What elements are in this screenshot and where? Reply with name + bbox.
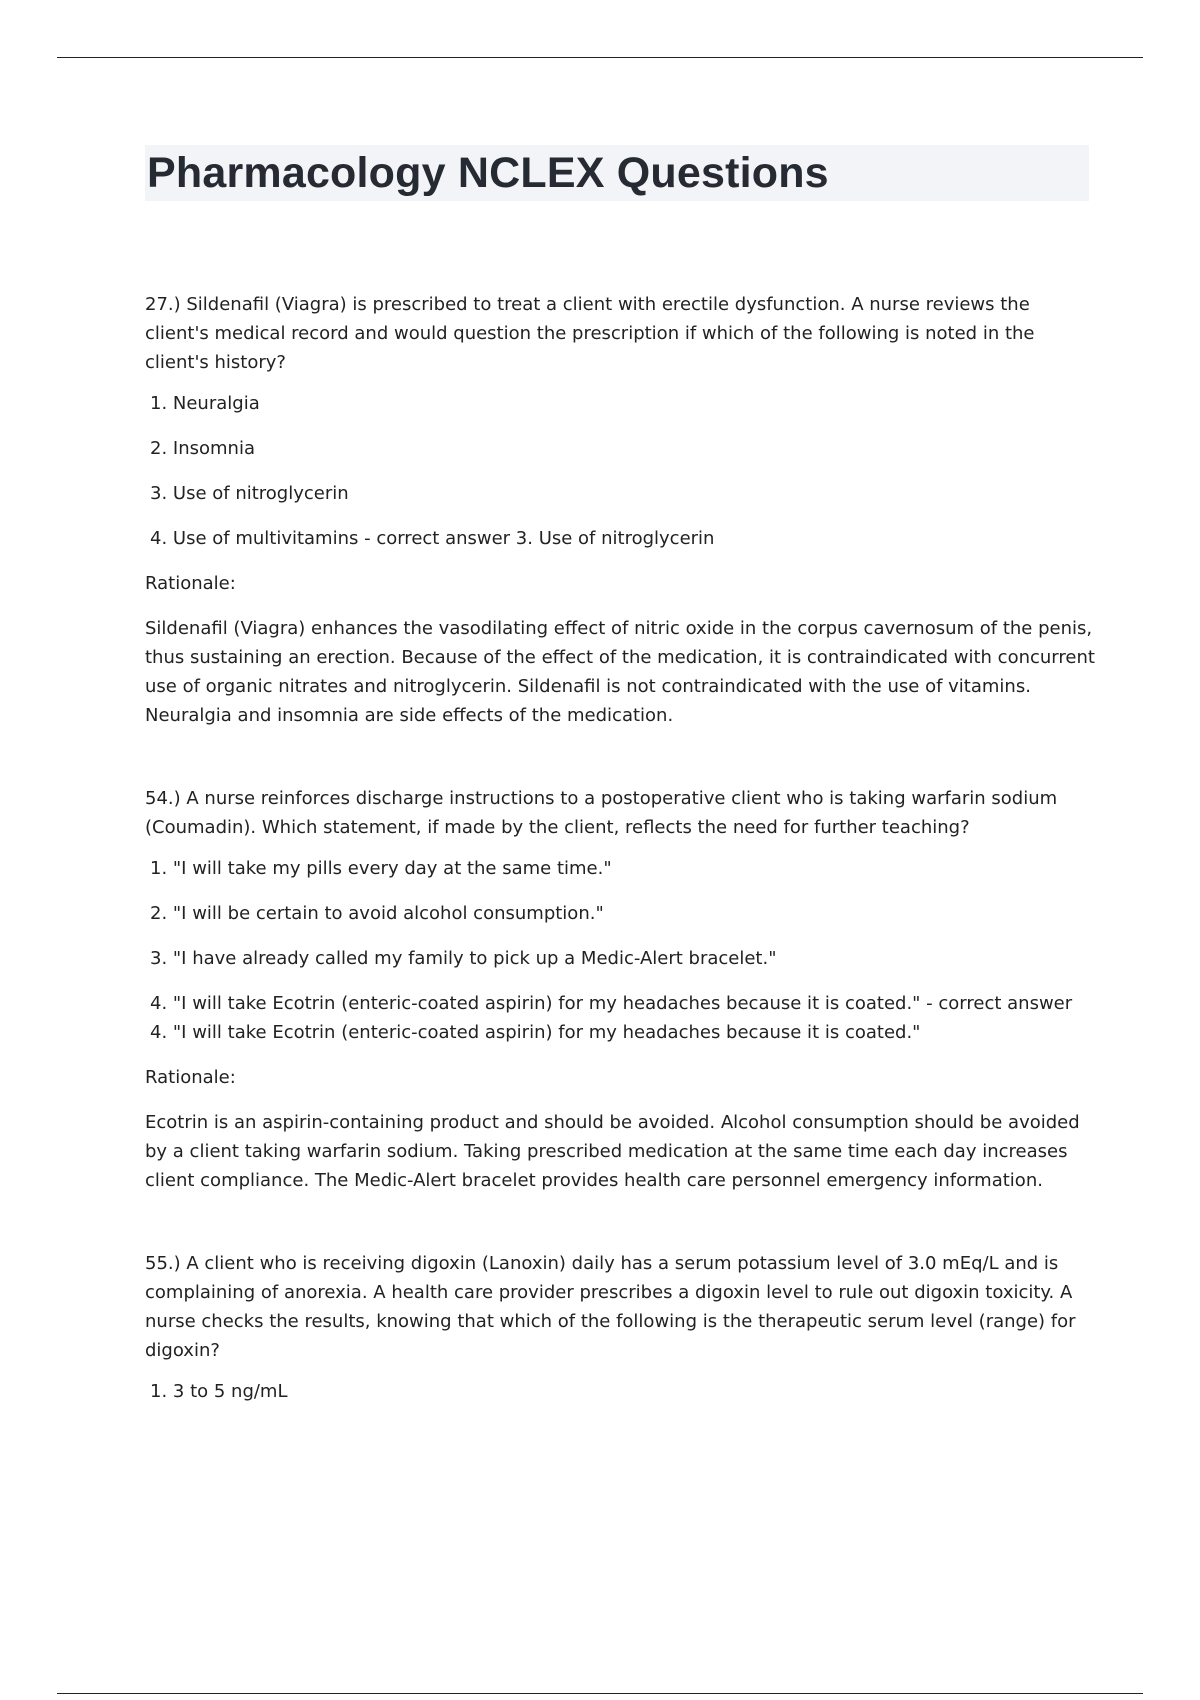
answer-options [145, 389, 1095, 553]
question-stem: 55.) A client who is receiving digoxin (Lanoxin) daily has a serum potassium level of 3.0 mEq/L and is complaining of anorexia. A health care provider prescribes a digoxin level to rule out digoxin toxicity. A nurse checks the results, knowing that which of the following is the therapeutic serum level (range) for digoxin? [145, 1253, 1076, 1361]
answer-option: 1. Neuralgia [150, 393, 260, 414]
rationale-label: Rationale: [145, 573, 236, 594]
answer-option: 2. Insomnia [150, 438, 255, 459]
answer-option: 4. Use of multivitamins - correct answer 3. Use of nitroglycerin [150, 528, 715, 549]
answer-option: 2. "I will be certain to avoid alcohol consumption." [150, 903, 604, 924]
answer-options [145, 1377, 1095, 1406]
document-title: Pharmacology NCLEX Questions [147, 149, 829, 197]
answer-option: 1. "I will take my pills every day at the same time." [150, 858, 612, 879]
document-body [145, 290, 1095, 1422]
rationale-label: Rationale: [145, 1067, 236, 1088]
question-stem: 27.) Sildenafil (Viagra) is prescribed to treat a client with erectile dysfunction. A nurse reviews the client's medical record and would question the prescription if which of the following is noted in the client's history? [145, 294, 1035, 373]
answer-option: 4. "I will take Ecotrin (enteric-coated aspirin) for my headaches because it is coated." - correct answer 4. "I will take Ecotrin (enteric-coated aspirin) for my headaches because it is coated." [150, 993, 1073, 1043]
question-54 [145, 784, 1095, 1195]
answer-option: 1. 3 to 5 ng/mL [150, 1381, 288, 1402]
question-27 [145, 290, 1095, 730]
rationale-text: Sildenafil (Viagra) enhances the vasodilating effect of nitric oxide in the corpus cavernosum of the penis, thus sustaining an erection. Because of the effect of the medication, it is contraindicated with concurrent use of organic nitrates and nitroglycerin. Sildenafil is not contraindicated with the use of vitamins. Neuralgia and insomnia are side effects of the medication. [145, 618, 1095, 726]
question-stem: 54.) A nurse reinforces discharge instructions to a postoperative client who is taking warfarin sodium (Coumadin). Which statement, if made by the client, reflects the need for further teaching? [145, 788, 1058, 838]
answer-options [145, 854, 1095, 1047]
rationale-text: Ecotrin is an aspirin-containing product and should be avoided. Alcohol consumption should be avoided by a client taking warfarin sodium. Taking prescribed medication at the same time each day increases client compliance. The Medic-Alert bracelet provides health care personnel emergency information. [145, 1112, 1080, 1191]
title-banner [145, 145, 1089, 201]
top-divider [57, 57, 1143, 58]
answer-option: 3. Use of nitroglycerin [150, 483, 349, 504]
bottom-divider [57, 1693, 1143, 1694]
question-55 [145, 1249, 1095, 1406]
answer-option: 3. "I have already called my family to pick up a Medic-Alert bracelet." [150, 948, 777, 969]
